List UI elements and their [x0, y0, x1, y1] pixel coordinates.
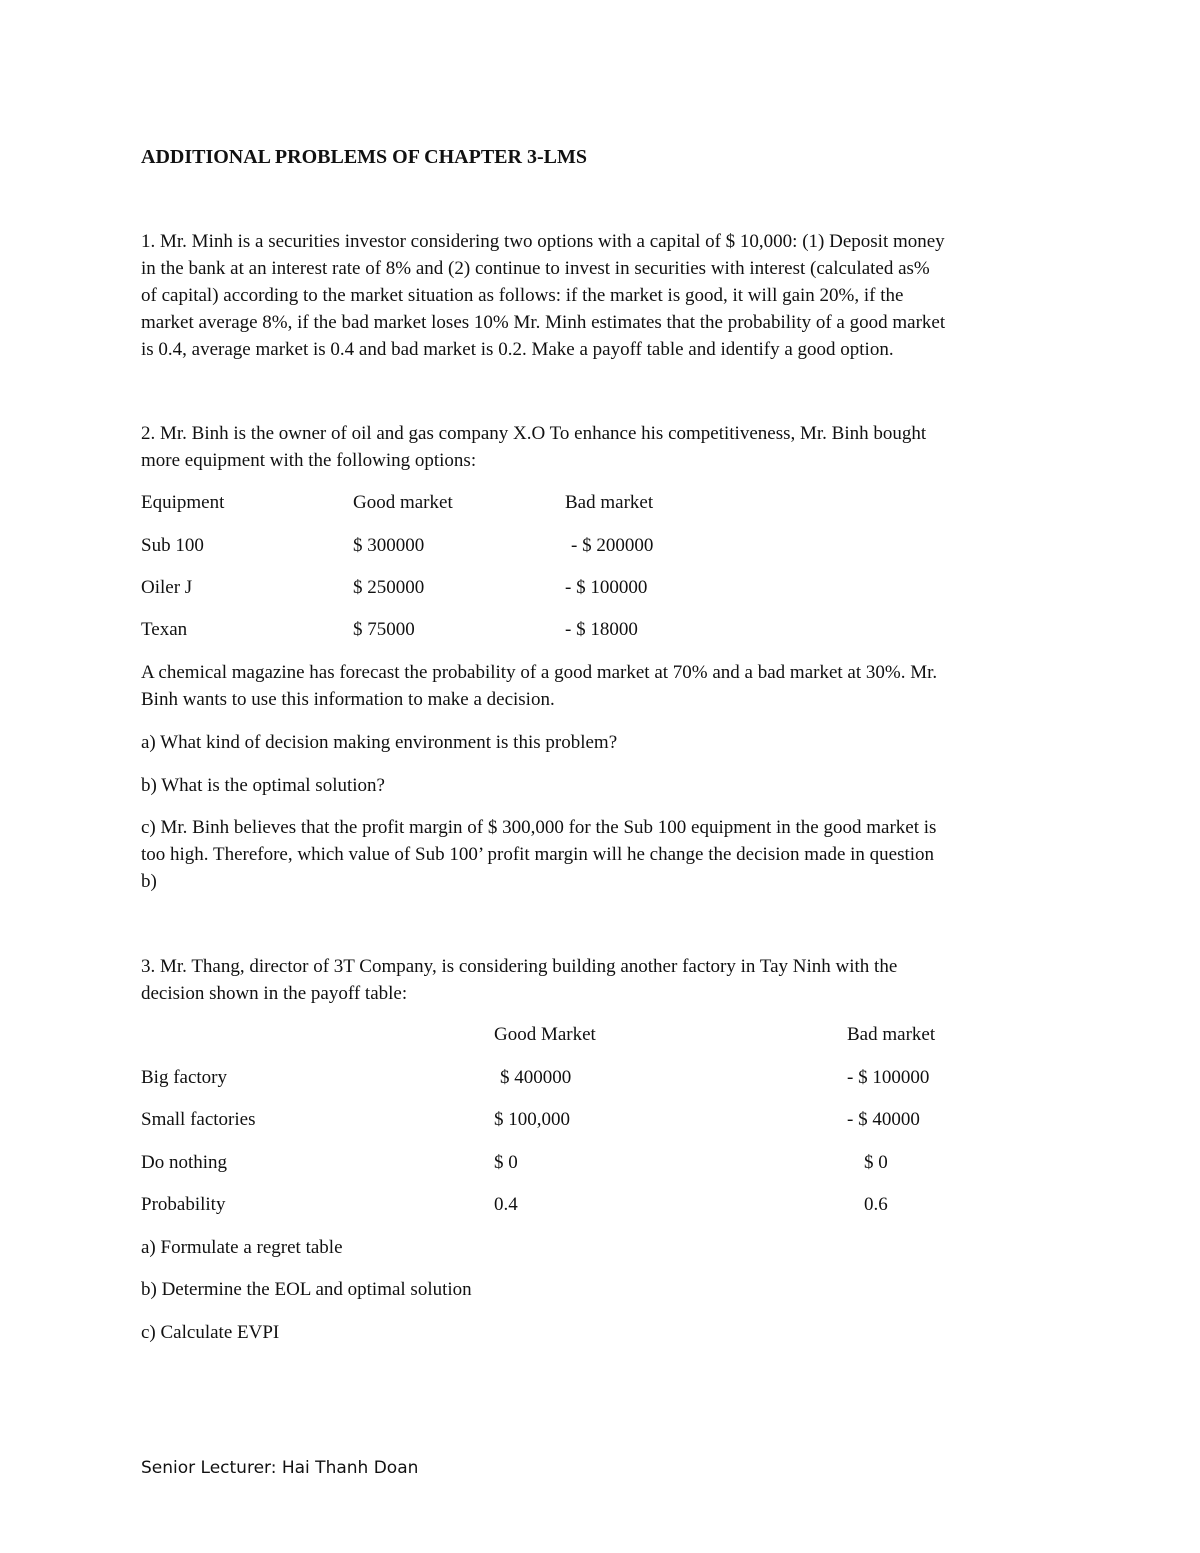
- table-header-cell: Good market: [353, 492, 453, 513]
- table-cell: - $ 200000: [571, 535, 654, 556]
- table-cell: 0.4: [494, 1194, 518, 1215]
- table-cell: - $ 40000: [847, 1109, 920, 1130]
- table-cell: - $ 100000: [847, 1067, 930, 1088]
- table-cell: Do nothing: [141, 1152, 228, 1173]
- problem3-line2: decision shown in the payoff table:: [141, 983, 408, 1004]
- problem2-line2: more equipment with the following options:: [141, 450, 477, 471]
- problem2-line1: 2. Mr. Binh is the owner of oil and gas company X.O To enhance his competitiveness, Mr. Binh bought: [141, 423, 927, 444]
- problem3-question-b: b) Determine the EOL and optimal solution: [141, 1279, 472, 1300]
- problem2-after-line2: Binh wants to use this information to make a decision.: [141, 689, 555, 710]
- table-cell: Texan: [141, 619, 188, 640]
- problem2-question-a: a) What kind of decision making environment is this problem?: [141, 732, 618, 753]
- problem2-question-c-line3: b): [141, 871, 157, 892]
- problem1-line5: is 0.4, average market is 0.4 and bad market is 0.2. Make a payoff table and identify a good option.: [141, 339, 894, 360]
- problem1-line2: in the bank at an interest rate of 8% and (2) continue to invest in securities with interest (calculated as%: [141, 258, 930, 279]
- problem2-after-line1: A chemical magazine has forecast the probability of a good market at 70% and a bad market at 30%. Mr.: [141, 662, 938, 683]
- table-cell: $ 100,000: [494, 1109, 570, 1130]
- table-cell: $ 0: [494, 1152, 518, 1173]
- table-cell: Probability: [141, 1194, 226, 1215]
- table-cell: $ 250000: [353, 577, 425, 598]
- table-cell: 0.6: [864, 1194, 888, 1215]
- table-cell: $ 400000: [500, 1067, 572, 1088]
- table-cell: Oiler J: [141, 577, 193, 598]
- table-header-cell: Bad market: [847, 1024, 936, 1045]
- table-header-cell: Bad market: [565, 492, 654, 513]
- problem1-line4: market average 8%, if the bad market loses 10% Mr. Minh estimates that the probability of a good market: [141, 312, 946, 333]
- table-cell: $ 75000: [353, 619, 415, 640]
- problem3-line1: 3. Mr. Thang, director of 3T Company, is considering building another factory in Tay Ninh with the: [141, 956, 898, 977]
- table-header-cell: Good Market: [494, 1024, 596, 1045]
- document-title: ADDITIONAL PROBLEMS OF CHAPTER 3-LMS: [141, 146, 587, 168]
- table-header-cell: Equipment: [141, 492, 225, 513]
- footer-author: Senior Lecturer: Hai Thanh Doan: [141, 1458, 419, 1478]
- table-cell: Small factories: [141, 1109, 256, 1130]
- problem2-question-c-line2: too high. Therefore, which value of Sub 100’ profit margin will he change the decision made in question: [141, 844, 935, 865]
- problem1-line3: of capital) according to the market situation as follows: if the market is good, it will gain 20%, if the: [141, 285, 904, 306]
- problem2-question-c-line1: c) Mr. Binh believes that the profit margin of $ 300,000 for the Sub 100 equipment in the good market is: [141, 817, 937, 838]
- table-cell: Big factory: [141, 1067, 228, 1088]
- table-cell: Sub 100: [141, 535, 204, 556]
- problem1-line1: 1. Mr. Minh is a securities investor considering two options with a capital of $ 10,000: (1) Deposit money: [141, 231, 945, 252]
- table-cell: - $ 18000: [565, 619, 638, 640]
- table-cell: - $ 100000: [565, 577, 648, 598]
- problem3-question-c: c) Calculate EVPI: [141, 1322, 280, 1343]
- problem3-question-a: a) Formulate a regret table: [141, 1237, 343, 1258]
- table-cell: $ 300000: [353, 535, 425, 556]
- table-cell: $ 0: [864, 1152, 888, 1173]
- problem2-question-b: b) What is the optimal solution?: [141, 775, 385, 796]
